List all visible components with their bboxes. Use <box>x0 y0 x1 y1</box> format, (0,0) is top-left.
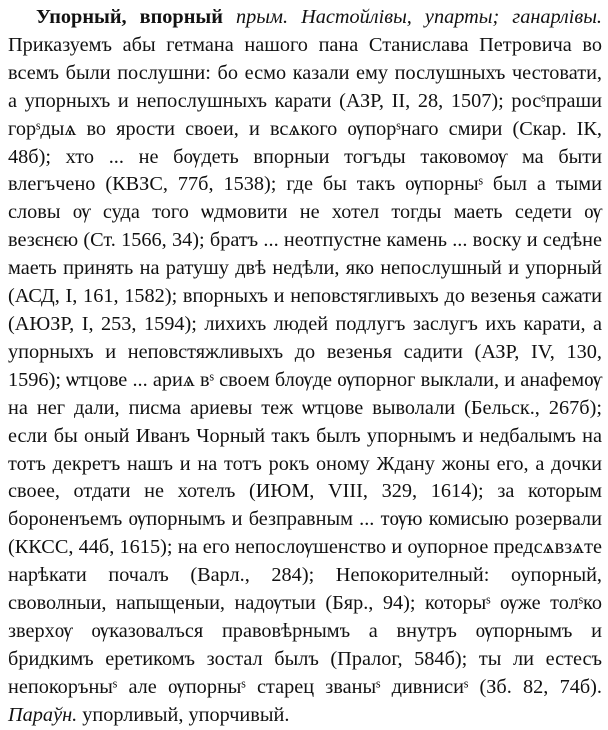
dictionary-entry <box>8 4 602 730</box>
entry-body: Приказуемъ абы гетмана нашого пана Станислава Петровича во всемъ были послушни: бо есмо казали ему послушныхъ честовати, а упорныхъ и непослушныхъ карати (АЗР, II, 28, 1507); росˢпраши горˢдыѧ во ярости своеи, и всѧкого ѹпорˢнаго смири (Скар. IК, 48б); хто ... не бѹдеть впорныи тогъды таковомѹ ма быти влегъчено (КВЗС, 77б, 1538); где бы такъ ѹпорныˢ был а тыми словы ѹ суда того ѡдмовити не хотел тогды маеть седети ѹ везєнєю (Ст. 1566, 34); братъ ... неотпустне камень ... воску и седѣне маеть принять на ратушу двѣ недѣли, яко непослушный и упорный (АСД, I, 161, 1582); впорныхъ и неповстягливыхъ до везенья сажати (АЮЗР, I, 253, 1594); лихихъ людей подлугъ заслугъ ихъ карати, а упорныхъ и неповстяжливыхъ до везенья садити (АЗР, IV, 130, 1596); ѡтцове ... ариѧ вˢ своем блѹде ѹпорног выклали, и анафемѹ на нег дали, писма ариевы теж ѡтцове выволали (Бельск., 267б); если бы оный Иванъ Чорный такъ былъ упорнымъ и недбалымъ на тотъ декретъ нашъ и на тотъ рокъ оному Ждану жоны его, а дочки своее, отдати не хотелъ (ИЮМ, VIII, 329, 1614); за которым бороненъемъ ѹпорнымъ и безправным ... тѹю комисыю розервали (ККСС, 44б, 1615); на его непослѹшенство и оупорное предсѧвзѧте нарѣкати почалъ (Варл., 284); Непокорителный: оупорный, своволныи, напыщеныи, надѹтыи (Бяр., 94); которыˢ ѹже толˢко зверхѹ ѹказовалъся правовѣрнымъ а внутръ ѹпорнымъ и бридкимъ еретикомъ зостал былъ (Пралог, 584б); ты ли естесъ непокоръныˢ але ѹпорныˢ старец званыˢ дивнисиˢ (Зб. 82, 74б). <box>8 33 602 698</box>
headword: Упорный, впорный <box>36 6 223 28</box>
synonym-label: Параўн. <box>8 703 78 726</box>
synonyms: упорливый, упорчивый. <box>82 703 290 726</box>
gloss: Настойлівы, упарты; ганарлівы. <box>301 6 602 28</box>
grammar-label: прым. <box>235 6 289 28</box>
